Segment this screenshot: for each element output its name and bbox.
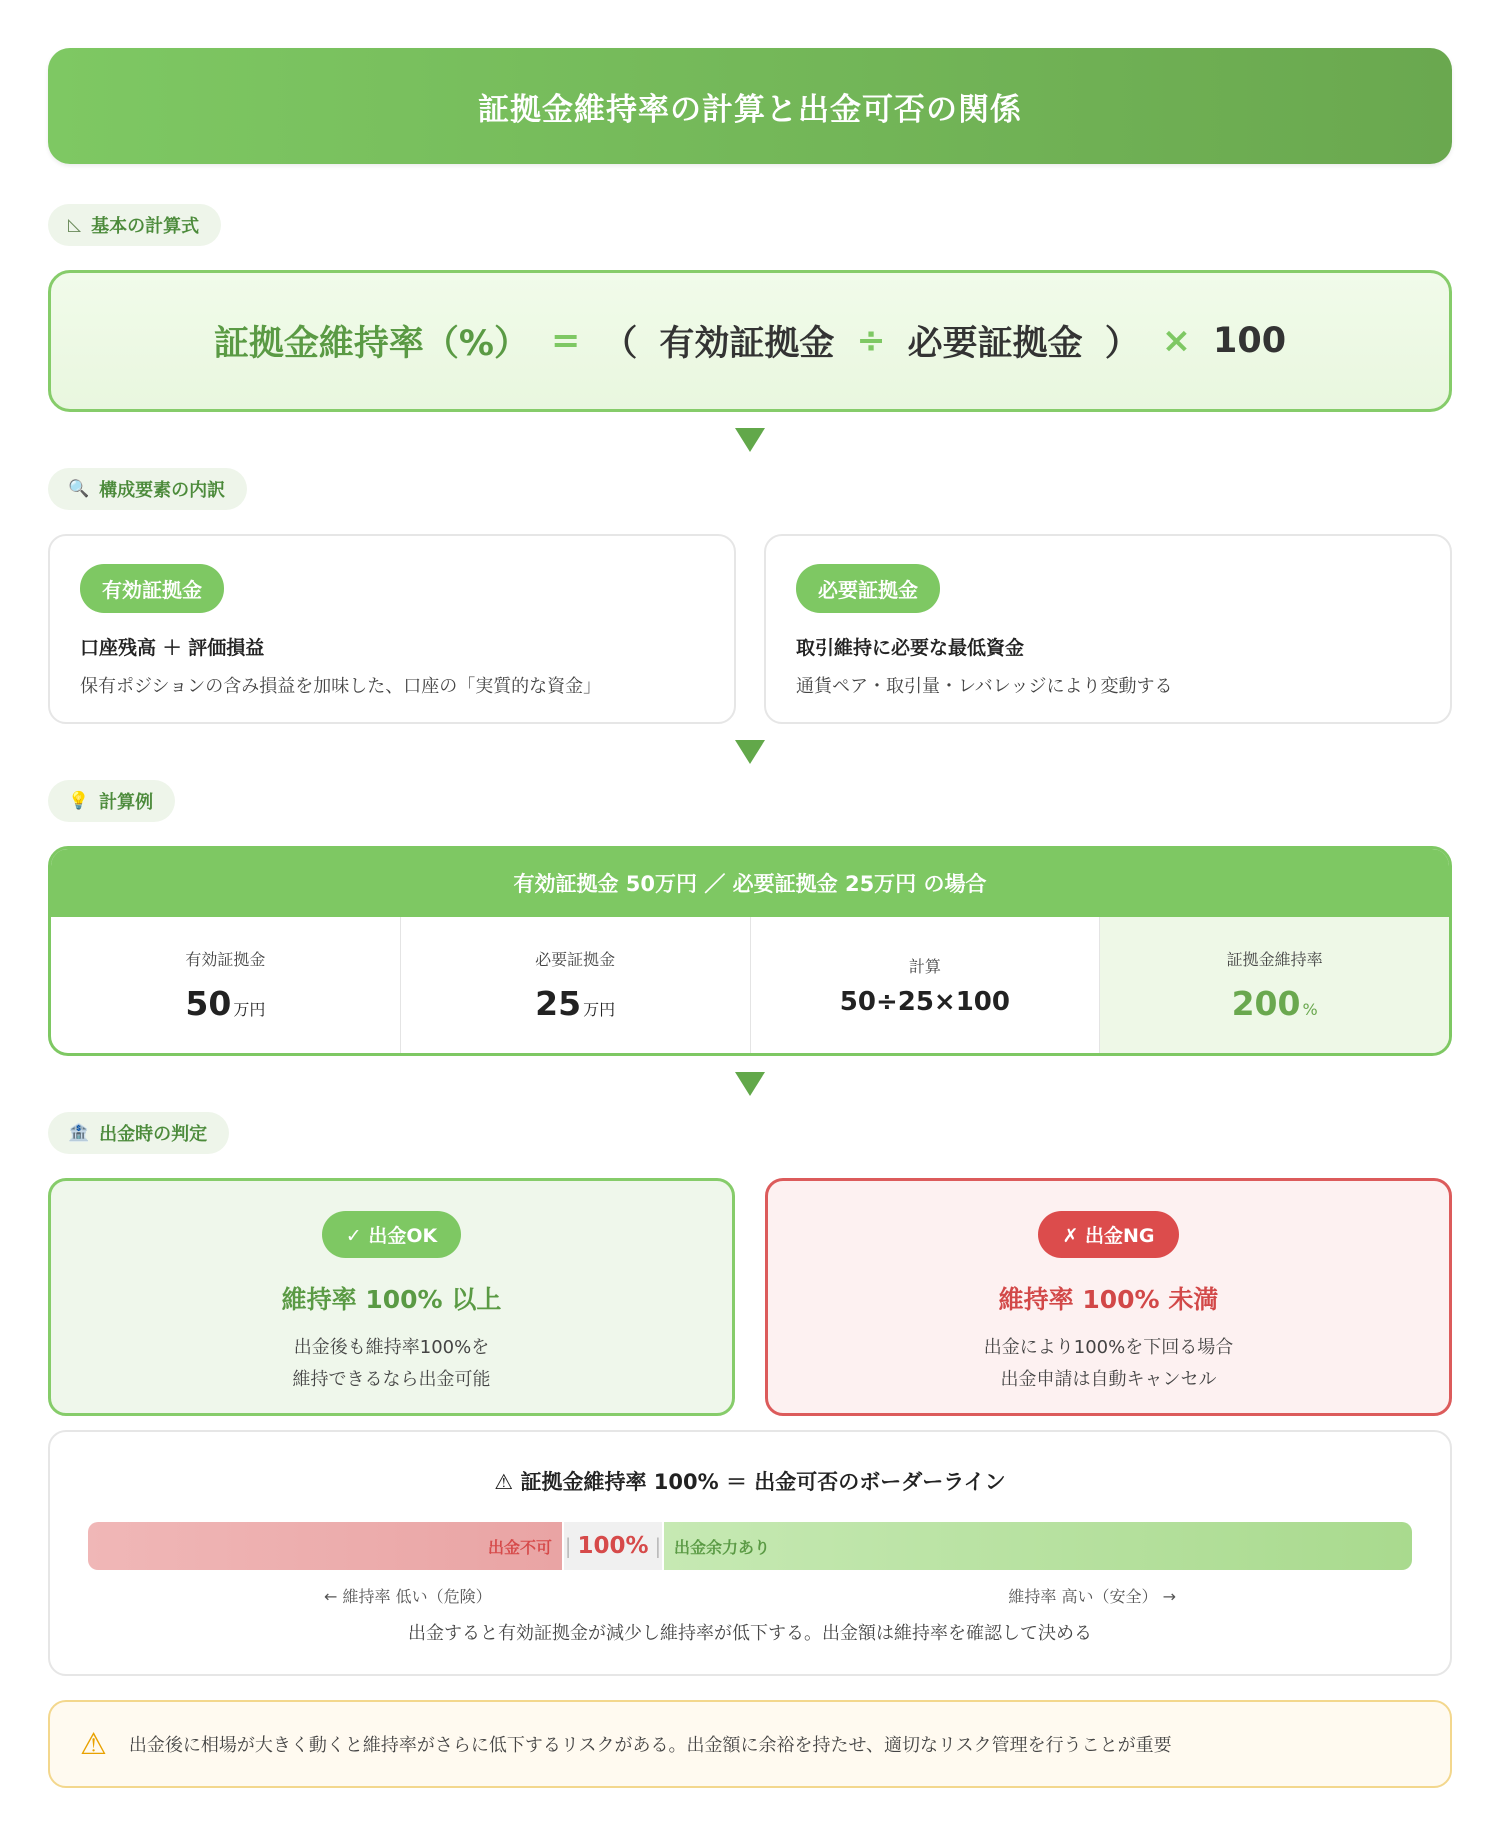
example-cell-unit: 万円 [233,1000,266,1019]
section-label-formula [48,204,221,246]
warning-box [48,1700,1452,1788]
formula-open-paren: （ [602,324,638,364]
withdraw-ok-line1: 出金後も維持率100%を [293,1337,490,1358]
borderline-scale [88,1522,1412,1570]
warning-icon: ⚠ [80,1726,107,1762]
triangle-ruler-icon: ◺ [68,215,82,235]
example-cell-effective [51,917,401,1053]
example-cell-unit: % [1302,1000,1318,1019]
example-cell-unit: 万円 [583,1000,616,1019]
magnifier-icon: 🔍 [68,479,90,499]
scale-safe-label: 出金余力あり [674,1537,771,1557]
formula-lhs: 証拠金維持率（%） [213,324,529,364]
withdraw-ok-card [48,1178,735,1416]
example-cell-label: 計算 [908,956,941,976]
section-label-example [48,780,175,822]
formula-close-paren: ） [1104,324,1140,364]
page-title-text: 証拠金維持率の計算と出金可否の関係 [478,91,1022,128]
page-title [48,48,1452,164]
section-label-formula-text: 基本の計算式 [91,216,200,237]
example-cell-calc [751,917,1101,1053]
withdraw-ng-condition: 維持率 100% 未満 [998,1285,1219,1314]
scale-danger-label: 出金不可 [487,1537,552,1557]
withdraw-ng-card [765,1178,1452,1416]
required-margin-pill: 必要証拠金 [796,564,940,613]
formula-multiply: × [1161,321,1192,361]
formula-equals: = [550,321,581,361]
scale-threshold: | 100% | [562,1522,664,1570]
effective-margin-card [48,534,736,724]
formula-numerator: 有効証拠金 [659,324,835,364]
down-arrow-icon [735,428,765,452]
formula-box [48,270,1452,412]
example-cell-calc-expr: 50÷25×100 [839,986,1010,1017]
down-arrow-icon [735,1072,765,1096]
formula-factor: 100 [1213,321,1287,361]
scale-high-end: 維持率 高い（安全） → [1008,1587,1176,1606]
example-cell-value: 200 [1231,984,1301,1023]
warning-text: 出金後に相場が大きく動くと維持率がさらに低下するリスクがある。出金額に余裕を持たせ、適切なリスク管理を行うことが重要 [128,1735,1172,1756]
effective-margin-desc: 保有ポジションの含み損益を加味した、口座の「実質的な資金」 [80,676,602,697]
formula-denominator: 必要証拠金 [907,324,1083,364]
scale-low-end: ← 維持率 低い（危険） [324,1587,492,1606]
borderline-box [48,1430,1452,1676]
effective-margin-title: 口座残高 ＋ 評価損益 [80,637,265,659]
example-cell-required [401,917,751,1053]
example-cell-ratio [1100,917,1449,1053]
withdraw-ok-pill: ✓ 出金OK [322,1211,461,1258]
example-cell-label: 必要証拠金 [535,950,616,969]
borderline-note: 出金すると有効証拠金が減少し維持率が低下する。出金額は維持率を確認して決める [408,1623,1092,1644]
scale-threshold-label: 100% [577,1533,649,1559]
section-label-example-text: 計算例 [99,792,154,813]
example-table [48,846,1452,1056]
section-label-judgement [48,1112,229,1154]
withdraw-ok-condition: 維持率 100% 以上 [281,1285,502,1314]
effective-margin-pill: 有効証拠金 [80,564,224,613]
scale-safe-zone [664,1522,1412,1570]
bank-icon: 🏦 [68,1123,90,1143]
withdraw-ng-line2: 出金申請は自動キャンセル [1000,1368,1217,1390]
section-label-breakdown [48,468,247,510]
formula-divide: ÷ [856,321,886,361]
example-cell-label: 証拠金維持率 [1226,950,1323,969]
example-cell-label: 有効証拠金 [185,950,266,969]
example-banner: 有効証拠金 50万円 ／ 必要証拠金 25万円 の場合 [51,849,1449,917]
scale-danger-zone [88,1522,562,1570]
example-cell-value: 25 [535,984,582,1023]
borderline-title: ⚠ 証拠金維持率 100% ＝ 出金可否のボーダーライン [494,1470,1006,1494]
down-arrow-icon [735,740,765,764]
withdraw-ng-pill: ✗ 出金NG [1038,1211,1178,1258]
withdraw-ok-line2: 維持できるなら出金可能 [292,1368,491,1390]
required-margin-title: 取引維持に必要な最低資金 [796,637,1025,659]
required-margin-card [764,534,1452,724]
section-label-breakdown-text: 構成要素の内訳 [99,480,226,501]
section-label-judgement-text: 出金時の判定 [99,1124,208,1145]
required-margin-desc: 通貨ペア・取引量・レバレッジにより変動する [796,676,1173,697]
example-cell-value: 50 [185,984,232,1023]
withdraw-ng-line1: 出金により100%を下回る場合 [983,1337,1234,1358]
lightbulb-icon: 💡 [68,791,90,811]
